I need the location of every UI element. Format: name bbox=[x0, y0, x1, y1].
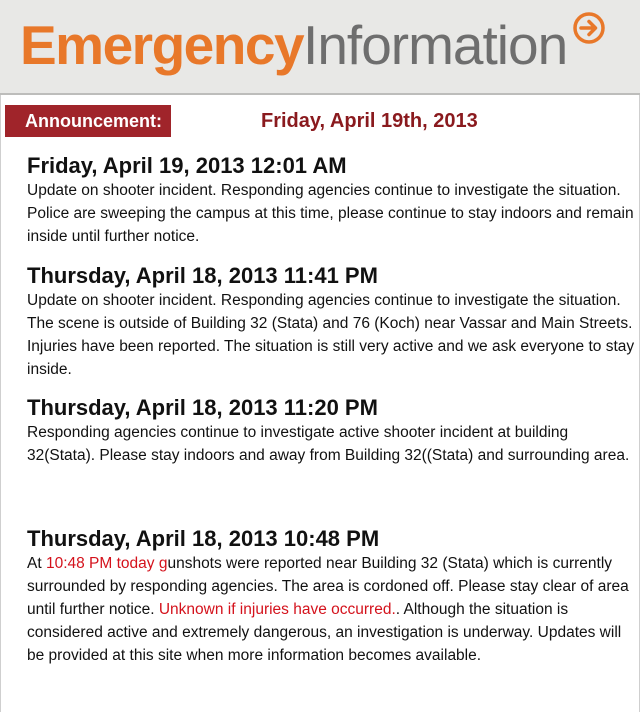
highlight-time: 10:48 PM today g bbox=[45, 555, 168, 572]
announcement-panel bbox=[0, 95, 640, 712]
body-text: At bbox=[27, 555, 46, 572]
entry-body: Update on shooter incident. Responding agencies continue to investigate the situation. Police are sweeping the campus at this time, please continue to stay indoors and remain inside until further notice. bbox=[27, 182, 634, 245]
update-entry bbox=[27, 153, 637, 248]
site-header bbox=[0, 0, 640, 95]
entry-timestamp: Thursday, April 18, 2013 10:48 PM bbox=[27, 526, 380, 551]
entry-timestamp: Thursday, April 18, 2013 11:20 PM bbox=[27, 395, 378, 420]
body-text: unshots were reported near Building 32 (Stata) which is currently surrounded by responding agencies. The area is cordoned off. Please stay clear of area until further notice. bbox=[27, 555, 629, 618]
update-entry bbox=[27, 395, 637, 467]
logo-emergency-text: Emergency bbox=[20, 14, 304, 76]
entry-body: Update on shooter incident. Responding agencies continue to investigate the situation. The scene is outside of Building 32 (Stata) and 76 (Koch) near Vassar and Main Streets. Injuries have been reported. The situation is still very active and we ask everyone to stay inside. bbox=[27, 292, 635, 378]
update-entry bbox=[27, 526, 637, 667]
site-logo[interactable] bbox=[20, 12, 567, 78]
arrow-right-circle-icon[interactable] bbox=[572, 11, 606, 45]
announcement-label: Announcement: bbox=[5, 105, 171, 137]
announcement-date: Friday, April 19th, 2013 bbox=[261, 110, 478, 132]
logo-information-text: Information bbox=[303, 14, 568, 76]
highlight-injuries: Unknown if injuries have occurred. bbox=[158, 601, 396, 618]
entry-body: Responding agencies continue to investigate active shooter incident at building 32(Stata). Please stay indoors and away from Building 32((Stata) and surrounding area. bbox=[27, 424, 630, 464]
entry-body bbox=[27, 552, 637, 667]
update-entry bbox=[27, 263, 637, 381]
entry-timestamp: Thursday, April 18, 2013 11:41 PM bbox=[27, 263, 378, 288]
entry-timestamp: Friday, April 19, 2013 12:01 AM bbox=[27, 153, 347, 178]
body-text: . Although the situation is considered active and extremely dangerous, an investigation is underway. Updates will be provided at this site when more information becomes available. bbox=[27, 601, 622, 664]
